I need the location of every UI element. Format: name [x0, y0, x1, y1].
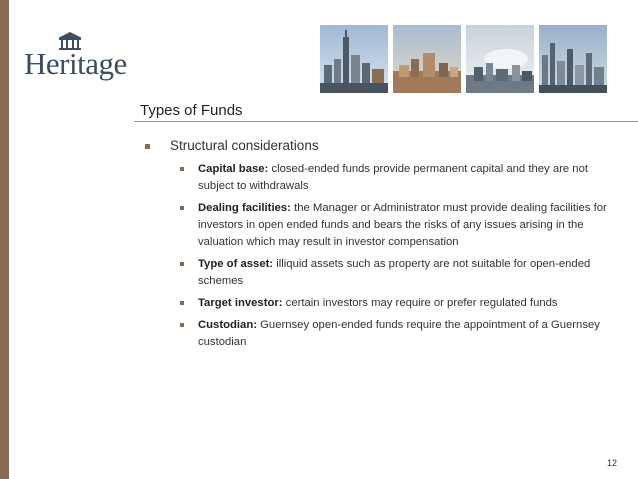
page-number: 12: [607, 458, 618, 468]
bullet-item-dealing-facilities: [180, 200, 610, 251]
bullet-term: Capital base:: [198, 163, 269, 175]
skyline-photo-1: [320, 25, 388, 93]
logo-wordmark: Heritage: [24, 46, 127, 81]
bullet-square-icon: [180, 323, 184, 327]
bullet-square-icon: [180, 262, 184, 266]
bullet-item-target-investor: [180, 295, 610, 312]
bullet-term: Type of asset:: [198, 258, 274, 270]
skyline-photo-4: [539, 25, 607, 93]
left-accent-bar: [0, 0, 9, 479]
skyline-photo-2: [393, 25, 461, 93]
bullet-text: closed-ended funds provide permanent capital and they are not subject to withdrawals: [198, 163, 588, 192]
bullet-term: Custodian:: [198, 319, 257, 331]
bullet-square-icon: [180, 301, 184, 305]
bullet-square-icon: [180, 206, 184, 210]
title-divider: [134, 121, 638, 122]
bullet-square-icon: [180, 167, 184, 171]
bullet-term: Dealing facilities:: [198, 202, 291, 214]
bullet-text: illiquid assets such as property are not suitable for open-ended schemes: [198, 258, 591, 287]
heritage-logo: [24, 32, 134, 88]
bullet-list: [180, 161, 610, 356]
bullet-text: Guernsey open-ended funds require the appointment of a Guernsey custodian: [198, 319, 600, 348]
bullet-item-custodian: [180, 317, 610, 351]
level1-heading: Structural considerations: [170, 138, 319, 153]
bullet-text: certain investors may require or prefer regulated funds: [282, 297, 558, 309]
skyline-photo-3: [466, 25, 534, 93]
bullet-item-capital-base: [180, 161, 610, 195]
bullet-term: Target investor:: [198, 297, 283, 309]
bullet-text: the Manager or Administrator must provide dealing facilities for investors in open ended funds and bears the risks of any issues arising in the valuation which may result in investor compensation: [198, 202, 607, 248]
slide-title: Types of Funds: [140, 102, 243, 119]
bullet-item-type-of-asset: [180, 256, 610, 290]
bullet-square-icon: [145, 144, 150, 149]
